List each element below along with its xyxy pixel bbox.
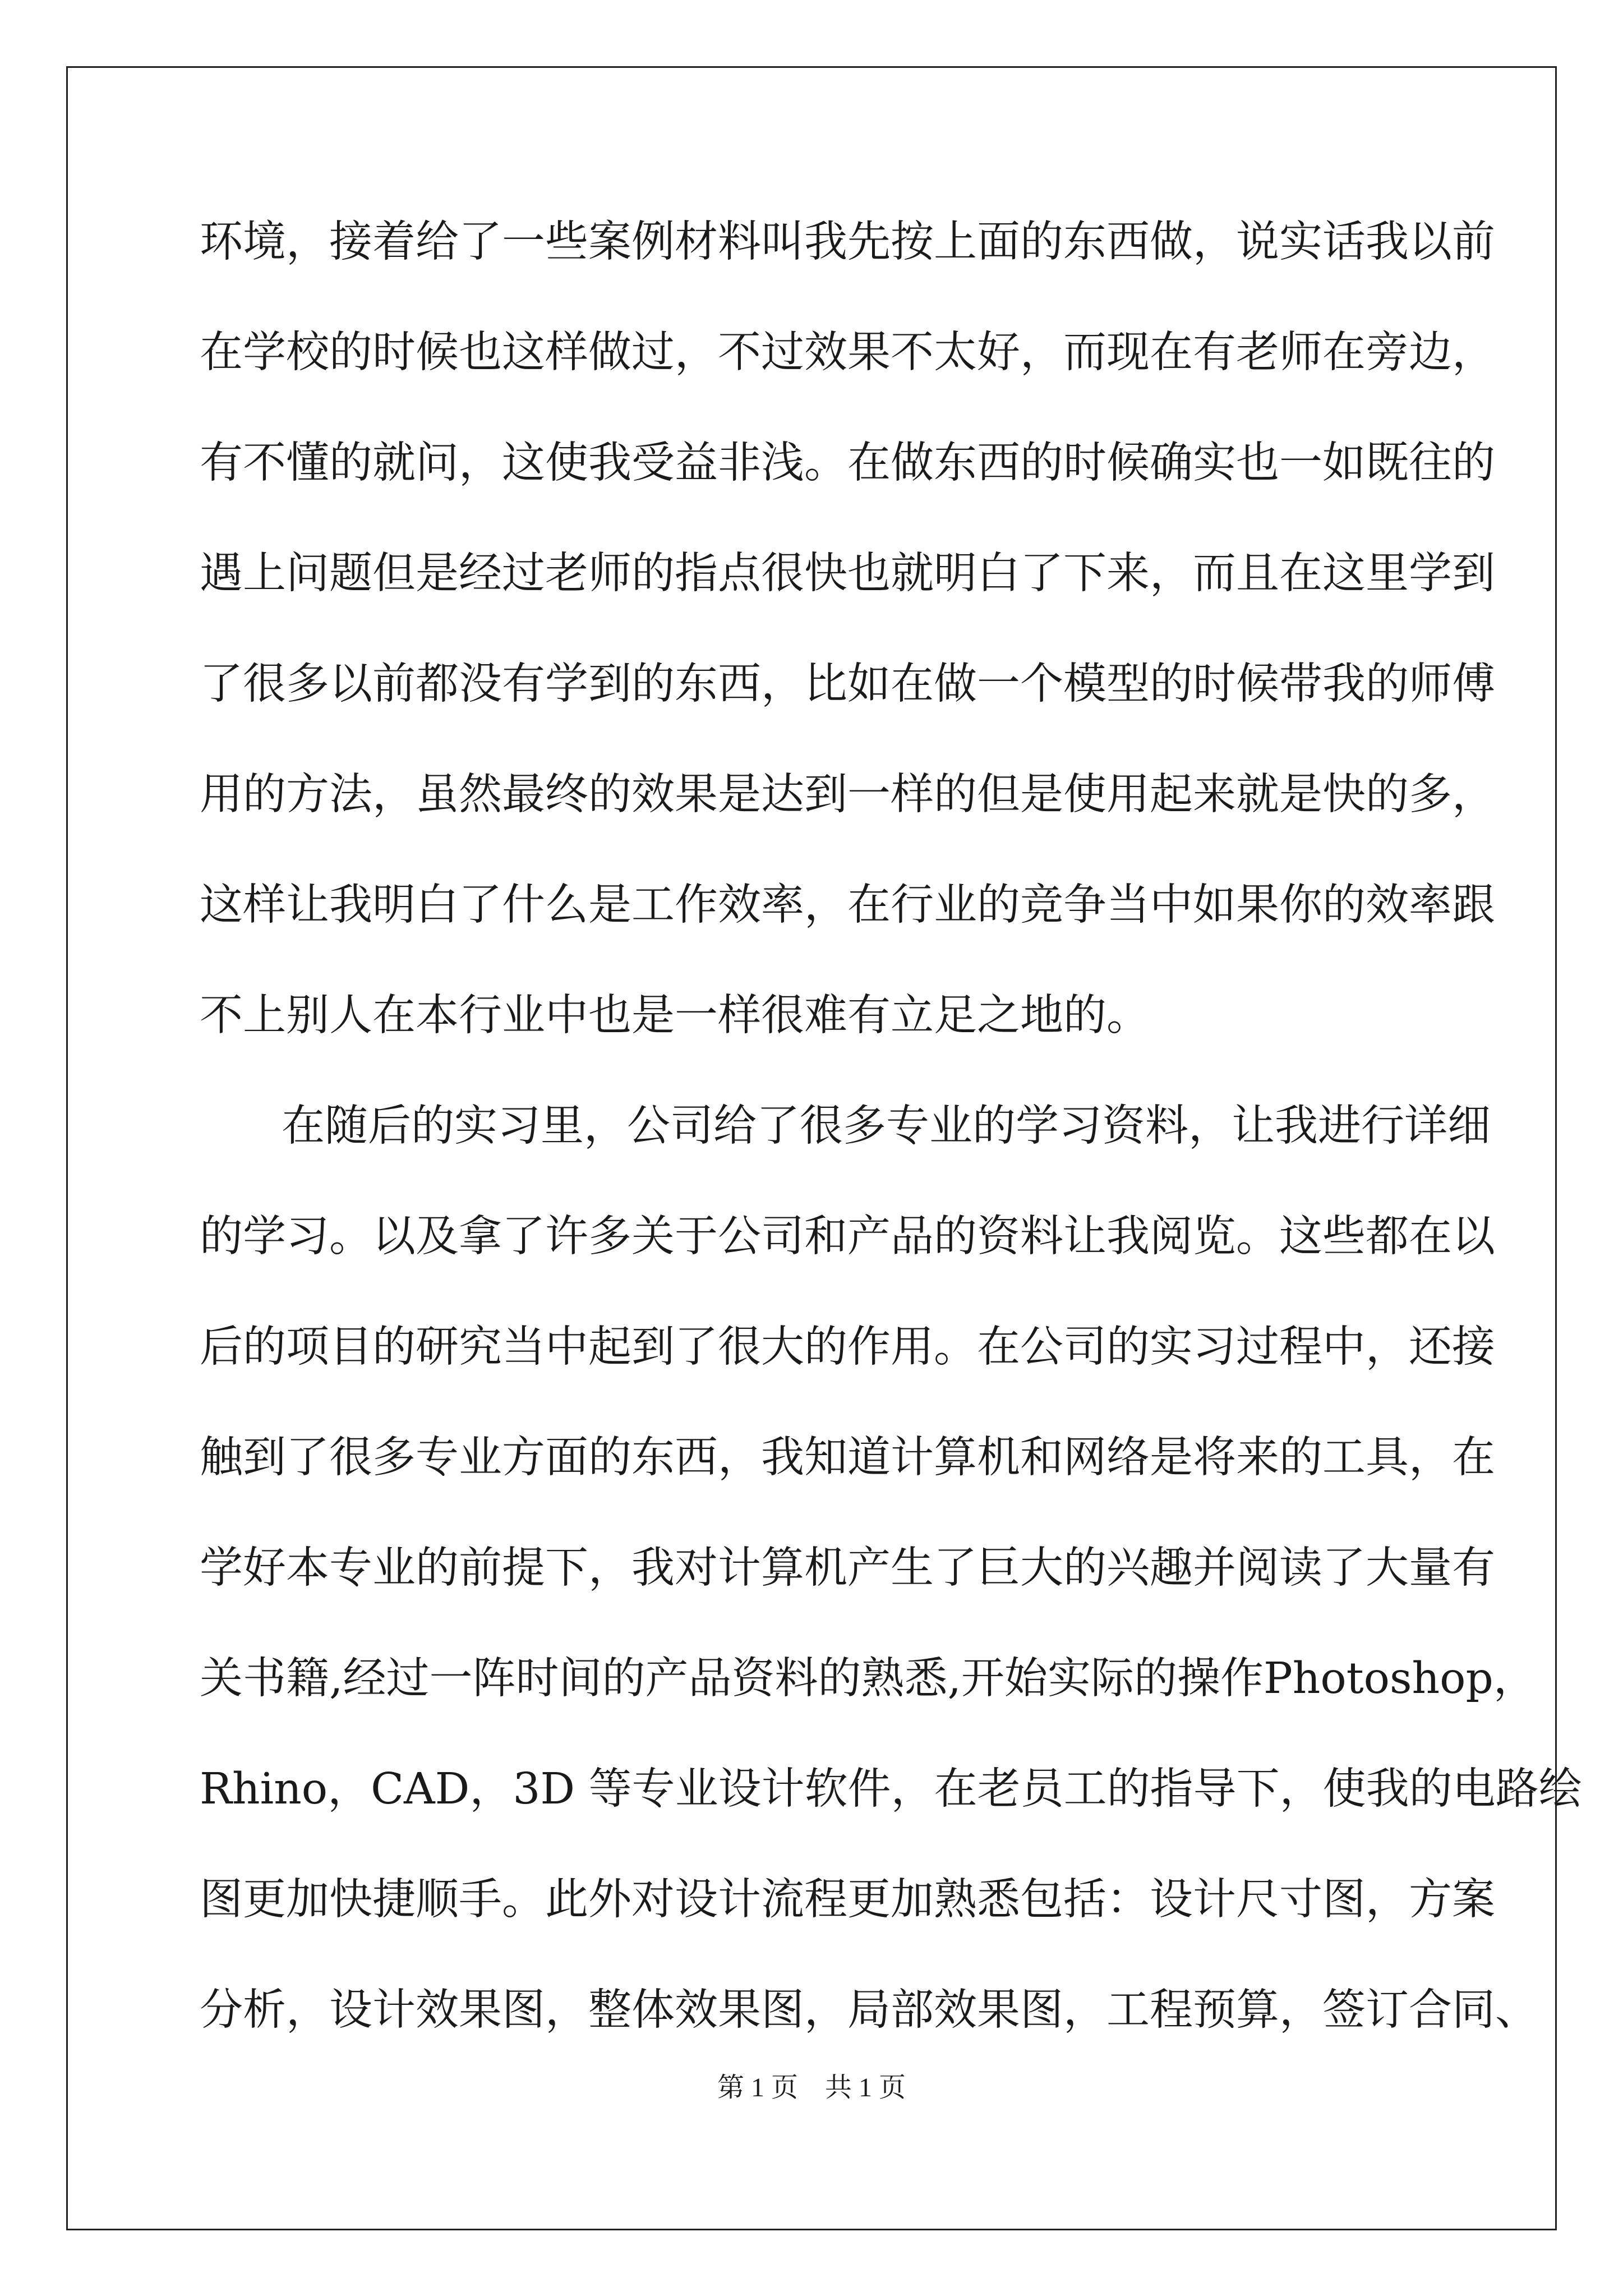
text-line: Rhino，CAD，3D 等专业设计软件，在老员工的指导下，使我的电路绘 <box>200 1764 1582 1814</box>
text-line: 的学习。以及拿了许多关于公司和产品的资料让我阅览。这些都在以 <box>200 1212 1495 1262</box>
text-line-paragraph-start: 在随后的实习里，公司给了很多专业的学习资料，让我进行详细 <box>282 1101 1491 1151</box>
text-line-paragraph-end: 不上别人在本行业中也是一样很难有立足之地的。 <box>200 991 1150 1041</box>
text-line: 学好本专业的前提下，我对计算机产生了巨大的兴趣并阅读了大量有 <box>200 1543 1495 1593</box>
text-line: 这样让我明白了什么是工作效率，在行业的竞争当中如果你的效率跟 <box>200 880 1495 930</box>
text-line: 在学校的时候也这样做过，不过效果不太好，而现在有老师在旁边， <box>200 328 1495 378</box>
text-line: 用的方法，虽然最终的效果是达到一样的但是使用起来就是快的多， <box>200 770 1495 820</box>
text-line: 环境，接着给了一些案例材料叫我先按上面的东西做，说实话我以前 <box>200 217 1495 267</box>
text-line: 关书籍,经过一阵时间的产品资料的熟悉,开始实际的操作Photoshop， <box>200 1654 1537 1704</box>
text-line: 遇上问题但是经过老师的指点很快也就明白了下来，而且在这里学到 <box>200 549 1495 599</box>
text-line: 分析，设计效果图，整体效果图，局部效果图，工程预算，签订合同、 <box>200 1985 1538 2035</box>
text-line: 了很多以前都没有学到的东西，比如在做一个模型的时候带我的师傅 <box>200 659 1495 709</box>
text-line: 后的项目的研究当中起到了很大的作用。在公司的实习过程中，还接 <box>200 1322 1495 1372</box>
text-line: 触到了很多专业方面的东西，我知道计算机和网络是将来的工具，在 <box>200 1433 1495 1483</box>
page-number-footer: 第 1 页 共 1 页 <box>717 2073 906 2102</box>
text-line: 图更加快捷顺手。此外对设计流程更加熟悉包括：设计尺寸图，方案 <box>200 1875 1495 1925</box>
text-line: 有不懂的就问，这使我受益非浅。在做东西的时候确实也一如既往的 <box>200 438 1495 488</box>
